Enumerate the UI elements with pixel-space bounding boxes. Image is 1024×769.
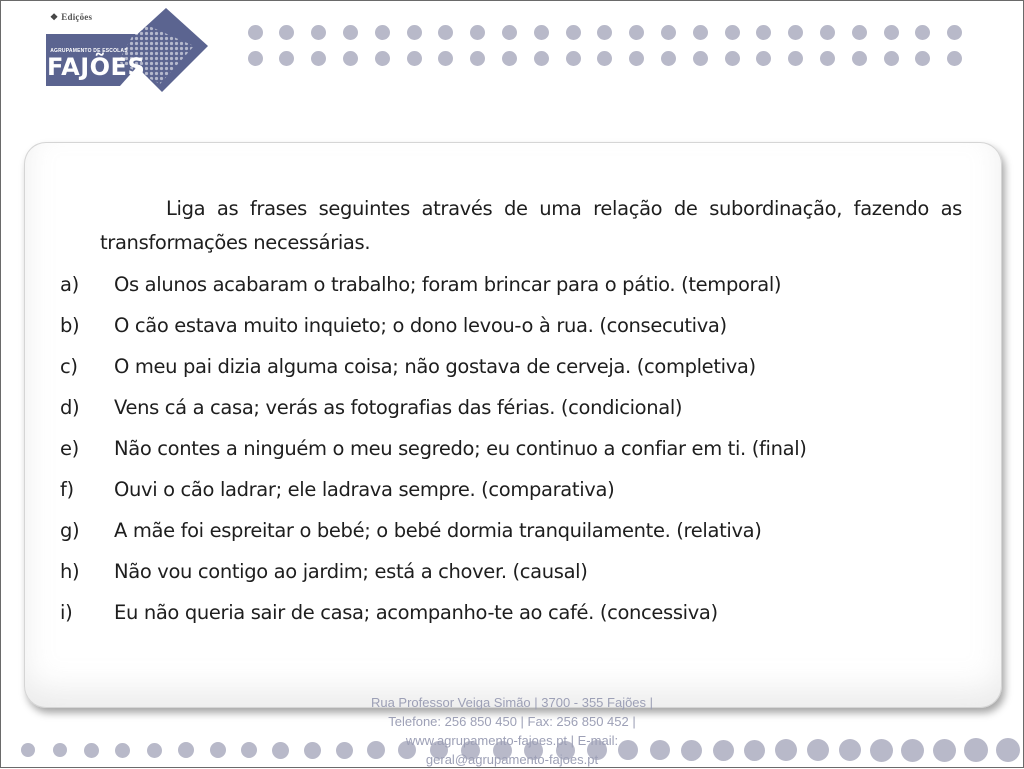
list-item [60,551,980,592]
item-text: Ouvi o cão ladrar; ele ladrava sempre. (comparativa) [114,478,615,501]
decorative-dot [915,25,930,40]
decorative-dot [311,51,326,66]
decorative-dot [744,740,765,761]
decorative-dot [597,51,612,66]
footer-contact: Rua Professor Veiga Simão | 3700 - 355 Fajões | Telefone: 256 850 450 | Fax: 256 850 452 | www.agrupamento-fajoes.pt | E-mail: geral@agrupamento-fajoes.pt [370,695,654,767]
logo-name: FAJÕES [47,53,146,81]
decorative-dot [343,51,358,66]
exercise-instructions: Liga as frases seguintes através de uma relação de subordinação, fazendo as transformações necessárias. [100,197,962,254]
decorative-dot [375,25,390,40]
decorative-dot [947,25,962,40]
school-logo [44,6,214,94]
decorative-dot [884,51,899,66]
decorative-dot [713,740,734,761]
item-marker: c) [60,355,78,378]
decorative-dot [502,25,517,40]
decorative-dot [852,25,867,40]
item-marker: g) [60,519,80,542]
item-text: Não vou contigo ao jardim; está a chover. (causal) [114,560,588,583]
decorative-dot [534,25,549,40]
item-text: A mãe foi espreitar o bebé; o bebé dormia tranquilamente. (relativa) [114,519,762,542]
decorative-dot [178,742,194,758]
decorative-dot [210,742,226,758]
decorative-dot [53,743,67,757]
decorative-dot [756,25,771,40]
item-marker: h) [60,560,80,583]
decorative-dot [915,51,930,66]
decorative-dot [756,51,771,66]
decorative-dot [775,739,797,761]
decorative-dot [147,743,162,758]
decorative-dot [597,25,612,40]
decorative-dot [241,742,257,758]
decorative-dot [438,25,453,40]
decorative-dot [661,51,676,66]
item-marker: a) [60,273,79,296]
item-text: O meu pai dizia alguma coisa; não gostava de cerveja. (completiva) [114,355,756,378]
item-marker: b) [60,314,80,337]
decorative-dot [661,25,676,40]
list-item [60,305,980,346]
item-text: Eu não queria sair de casa; acompanho-te ao café. (concessiva) [114,601,718,624]
decorative-dot [534,51,549,66]
decorative-dot [375,51,390,66]
decorative-dot [279,25,294,40]
decorative-dot [311,25,326,40]
list-item [60,469,980,510]
decorative-dot [279,51,294,66]
decorative-dot [566,25,581,40]
editor-mark: ❖ Edições [50,12,93,22]
decorative-dot [996,738,1020,762]
decorative-dot [947,51,962,66]
decorative-dot [964,738,988,762]
list-item [60,510,980,551]
decorative-dot [933,739,956,762]
decorative-dot [248,25,263,40]
item-marker: d) [60,396,80,419]
item-marker: f) [60,478,74,501]
decorative-dot [470,25,485,40]
decorative-dot [502,51,517,66]
decorative-dot [343,25,358,40]
item-text: Vens cá a casa; verás as fotografias das férias. (condicional) [114,396,683,419]
list-item [60,428,980,469]
item-marker: e) [60,437,79,460]
exercise-list [60,264,980,633]
decorative-dot [820,51,835,66]
decorative-dot [807,739,829,761]
decorative-dot [84,743,99,758]
decorative-dot [470,51,485,66]
decorative-dot [870,739,893,762]
decorative-dot [566,51,581,66]
decorative-dot [820,25,835,40]
logo-subtitle: AGRUPAMENTO DE ESCOLAS [50,48,128,54]
decorative-dot [407,51,422,66]
decorative-dot [725,25,740,40]
decorative-dot [629,25,644,40]
decorative-dot [788,25,803,40]
list-item [60,346,980,387]
decorative-dot [272,742,289,759]
item-text: Não contes a ninguém o meu segredo; eu continuo a confiar em ti. (final) [114,437,807,460]
decorative-dot [725,51,740,66]
decorative-dot [788,51,803,66]
decorative-dot [901,739,924,762]
decorative-dot [115,743,130,758]
decorative-dot [839,739,861,761]
decorative-dot [407,25,422,40]
decorative-dot [681,740,702,761]
decorative-dot [884,25,899,40]
item-text: Os alunos acabaram o trabalho; foram brincar para o pátio. (temporal) [114,273,782,296]
decorative-dot [304,742,321,759]
editor-logo-icon: ❖ [50,12,59,22]
decorative-dot [21,743,35,757]
list-item [60,387,980,428]
item-text: O cão estava muito inquieto; o dono levou-o à rua. (consecutiva) [114,314,727,337]
decorative-dot [852,51,867,66]
decorative-dot [336,742,353,759]
decorative-dot [693,25,708,40]
decorative-dots-top-1 [0,25,1024,43]
decorative-dots-top-2 [0,51,1024,69]
list-item [60,264,980,305]
item-marker: i) [60,601,73,624]
decorative-dot [693,51,708,66]
decorative-dot [438,51,453,66]
list-item [60,592,980,633]
decorative-dot [629,51,644,66]
decorative-dot [248,51,263,66]
